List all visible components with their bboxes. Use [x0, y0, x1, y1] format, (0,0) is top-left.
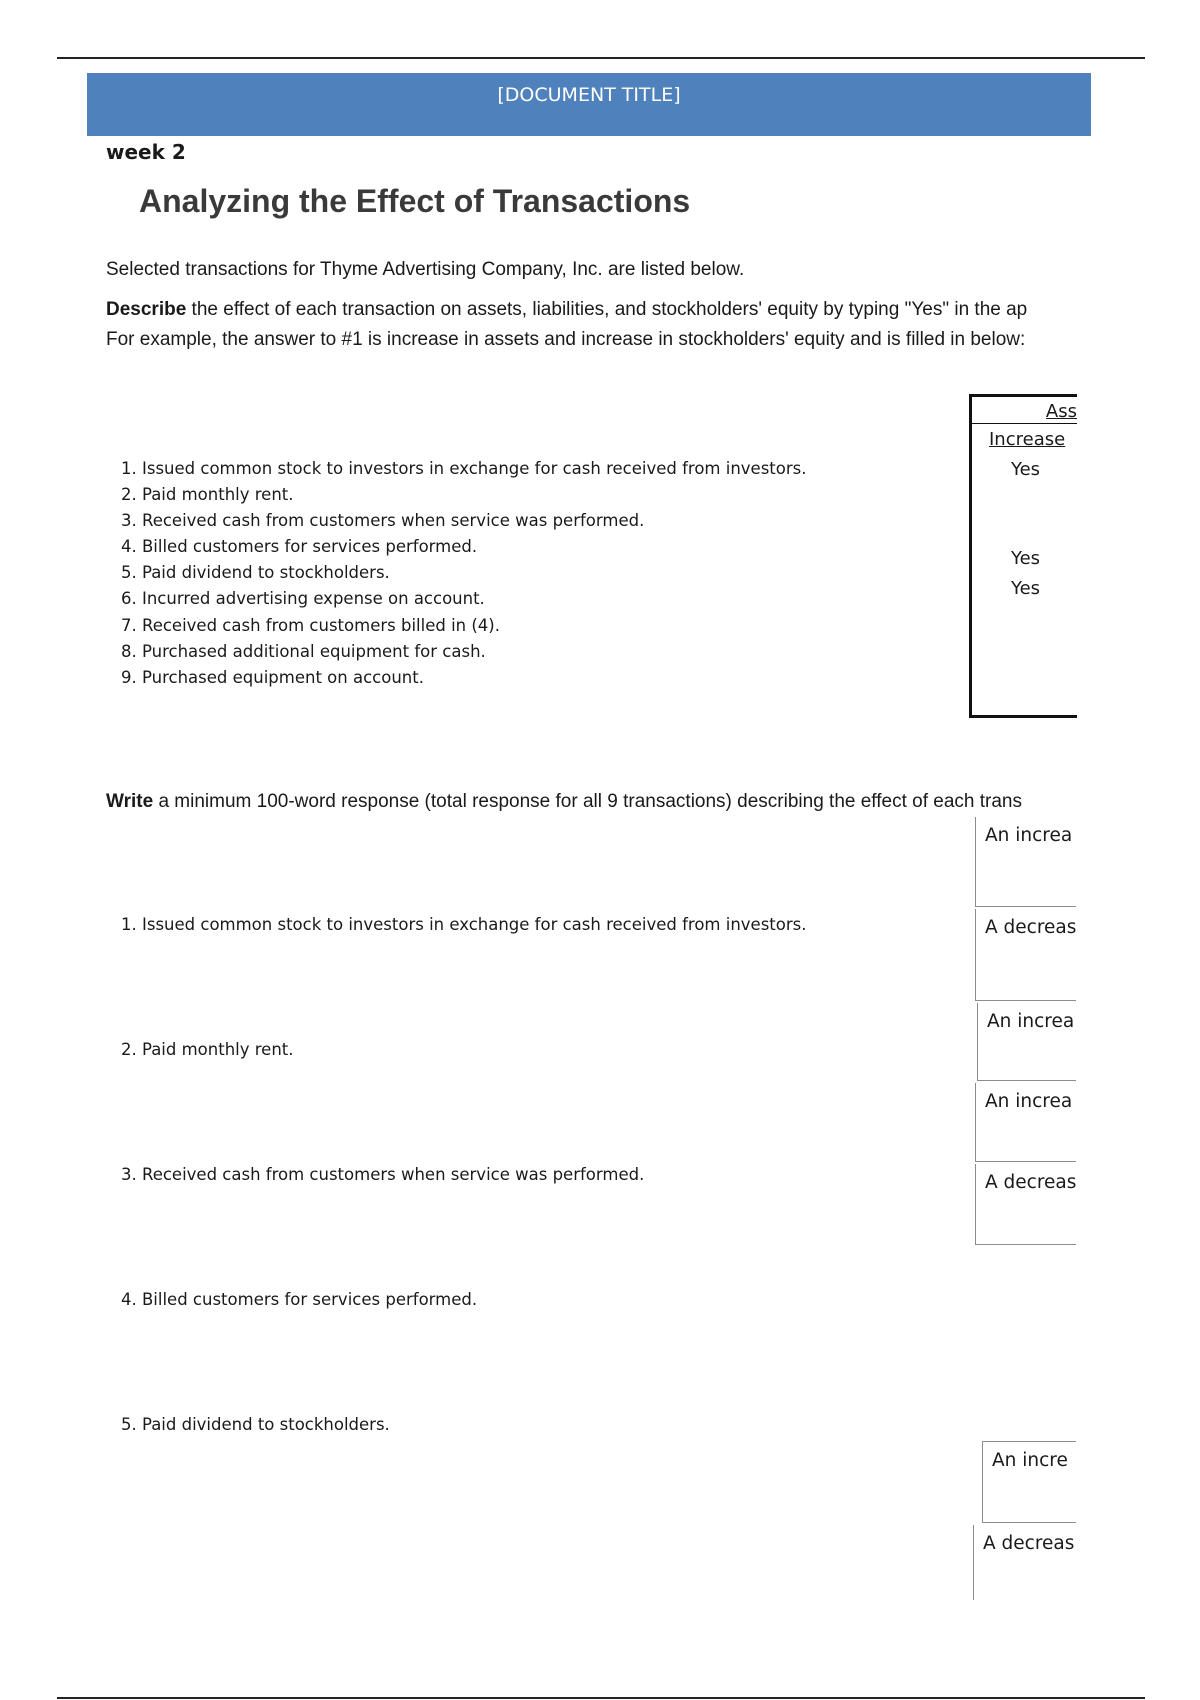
list-item: 4. Billed customers for services performed. — [121, 537, 478, 557]
write-bold: Write — [106, 791, 154, 812]
list-item: 1. Issued common stock to investors in exchange for cash received from investors. — [121, 459, 807, 478]
assets-cell-yes[interactable]: Yes — [1011, 578, 1041, 599]
response-item: 4. Billed customers for services performed. — [121, 1290, 478, 1309]
document-title-banner — [87, 73, 1091, 136]
transaction-list — [121, 456, 806, 691]
answer-box[interactable]: An increa — [975, 1083, 1076, 1162]
write-instructions — [106, 787, 1022, 817]
top-rule — [57, 57, 1145, 59]
answer-box[interactable]: A decreas — [975, 1164, 1076, 1245]
page-title: Analyzing the Effect of Transactions — [139, 183, 691, 219]
bottom-rule — [57, 1697, 1145, 1699]
document-title: [DOCUMENT TITLE] — [497, 84, 681, 106]
describe-instructions — [106, 295, 1027, 355]
response-item: 3. Received cash from customers when service was performed. — [121, 1165, 645, 1184]
assets-cell-yes[interactable]: Yes — [1011, 548, 1041, 569]
list-item: 7. Received cash from customers billed in (4). — [121, 615, 500, 635]
answer-box[interactable]: A decreas — [973, 1525, 1076, 1600]
describe-bold: Describe — [106, 299, 187, 320]
list-item: 9. Purchased equipment on account. — [121, 667, 424, 687]
week-label: week 2 — [106, 140, 186, 164]
list-item: 8. Purchased additional equipment for cash. — [121, 641, 486, 661]
list-item: 3. Received cash from customers when service was performed. — [121, 511, 645, 531]
response-item: 5. Paid dividend to stockholders. — [121, 1415, 390, 1434]
answer-box[interactable]: An increa — [975, 817, 1076, 907]
write-rest: a minimum 100-word response (total response for all 9 transactions) describing the effect of each trans — [153, 791, 1022, 812]
response-item: 2. Paid monthly rent. — [121, 1040, 294, 1059]
answer-box[interactable]: A decreas — [975, 909, 1076, 1001]
describe-rest: the effect of each transaction on assets, liabilities, and stockholders' equity by typing "Yes" in the ap — [186, 299, 1028, 320]
list-item: 5. Paid dividend to stockholders. — [121, 563, 390, 583]
example-text: For example, the answer to #1 is increase in assets and increase in stockholders' equity and is filled in below: — [106, 329, 1026, 350]
increase-column-label: Increase — [989, 429, 1066, 450]
list-item: 6. Incurred advertising expense on account. — [121, 589, 485, 609]
answer-box[interactable]: An increa — [977, 1003, 1076, 1081]
list-item: 2. Paid monthly rent. — [121, 485, 294, 505]
assets-table — [969, 394, 1077, 718]
intro-text: Selected transactions for Thyme Advertising Company, Inc. are listed below. — [106, 259, 745, 280]
answer-box[interactable]: An incre — [982, 1441, 1076, 1523]
assets-header: Ass — [1045, 401, 1077, 422]
assets-header-divider — [972, 423, 1077, 424]
response-item: 1. Issued common stock to investors in exchange for cash received from investors. — [121, 915, 807, 934]
assets-cell-yes[interactable]: Yes — [1011, 459, 1041, 480]
